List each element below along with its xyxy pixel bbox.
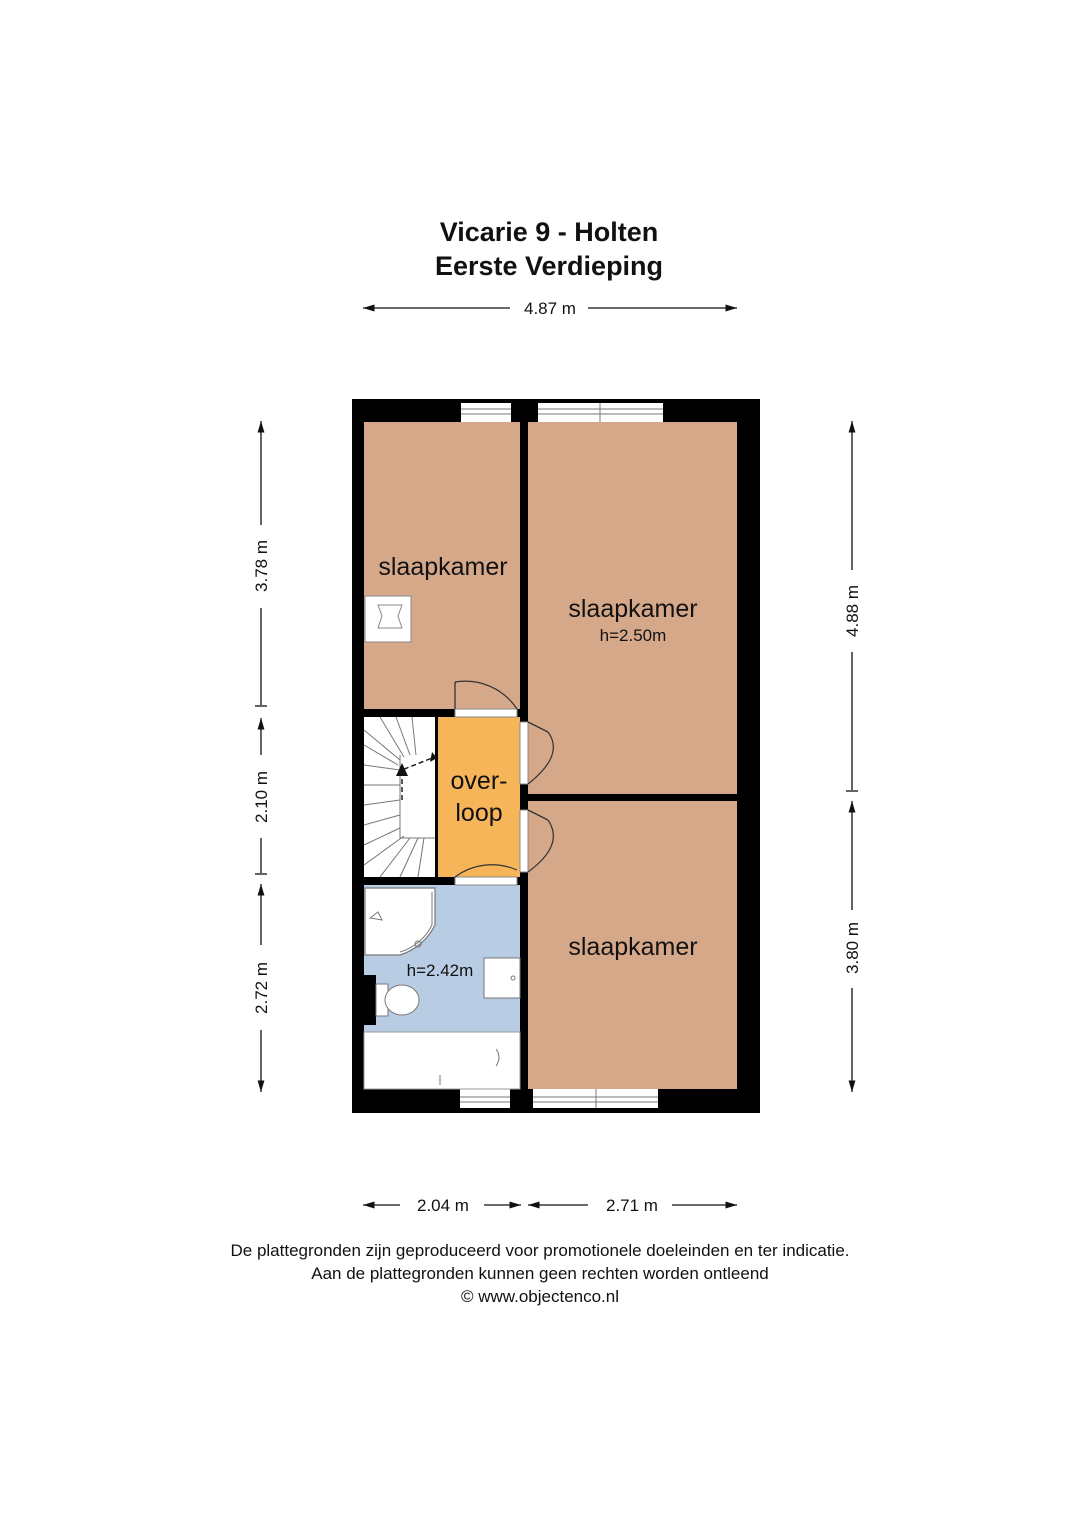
dimension-bottom-left-label: 2.04 m bbox=[417, 1196, 469, 1215]
stair-wall bbox=[435, 717, 438, 877]
window-bottom-left bbox=[460, 1089, 510, 1108]
copyright-line: © www.objectenco.nl bbox=[460, 1287, 620, 1306]
dimension-top-label: 4.87 m bbox=[524, 299, 576, 318]
disclaimer-line: Aan de plattegronden kunnen geen rechten worden ontleend bbox=[311, 1264, 769, 1283]
wardrobe-icon bbox=[365, 596, 411, 642]
room-label-landing-line1: over- bbox=[450, 767, 508, 795]
room-label-bedroom-top-left: slaapkamer bbox=[378, 553, 508, 581]
window-top-left bbox=[461, 403, 511, 422]
dimension-left-middle-label: 2.10 m bbox=[252, 771, 271, 823]
dimension-left-top-label: 3.78 m bbox=[252, 540, 271, 592]
room-height-bedroom-top-right: h=2.50m bbox=[599, 626, 667, 645]
dimension-right bbox=[843, 421, 862, 1092]
dimension-right-top-label: 4.88 m bbox=[843, 585, 862, 637]
landing bbox=[438, 717, 520, 877]
room-label-bedroom-top-right: slaapkamer bbox=[568, 595, 698, 623]
stairwell bbox=[364, 717, 438, 877]
dimension-top bbox=[363, 299, 737, 318]
disclaimer-line: De plattegronden zijn geproduceerd voor promotionele doeleinden en ter indicatie. bbox=[230, 1241, 850, 1260]
dimension-bottom-right-label: 2.71 m bbox=[606, 1196, 658, 1215]
bathtub-icon bbox=[364, 1032, 520, 1089]
room-label-bedroom-bottom-right: slaapkamer bbox=[568, 933, 698, 961]
floor-name: Eerste Verdieping bbox=[434, 251, 664, 281]
room-label-landing-line2: loop bbox=[455, 799, 503, 827]
room-height-bathroom: h=2.42m bbox=[406, 961, 474, 980]
plan-title: Vicarie 9 - Holten bbox=[439, 217, 659, 247]
dimension-left-bottom-label: 2.72 m bbox=[252, 962, 271, 1014]
dimension-bottom bbox=[363, 1196, 737, 1215]
window-top-right bbox=[538, 403, 663, 422]
dimension-right-bottom-label: 3.80 m bbox=[843, 922, 862, 974]
dimension-left bbox=[252, 421, 271, 1092]
window-bottom-right bbox=[533, 1089, 658, 1108]
washbasin-icon bbox=[484, 958, 520, 998]
